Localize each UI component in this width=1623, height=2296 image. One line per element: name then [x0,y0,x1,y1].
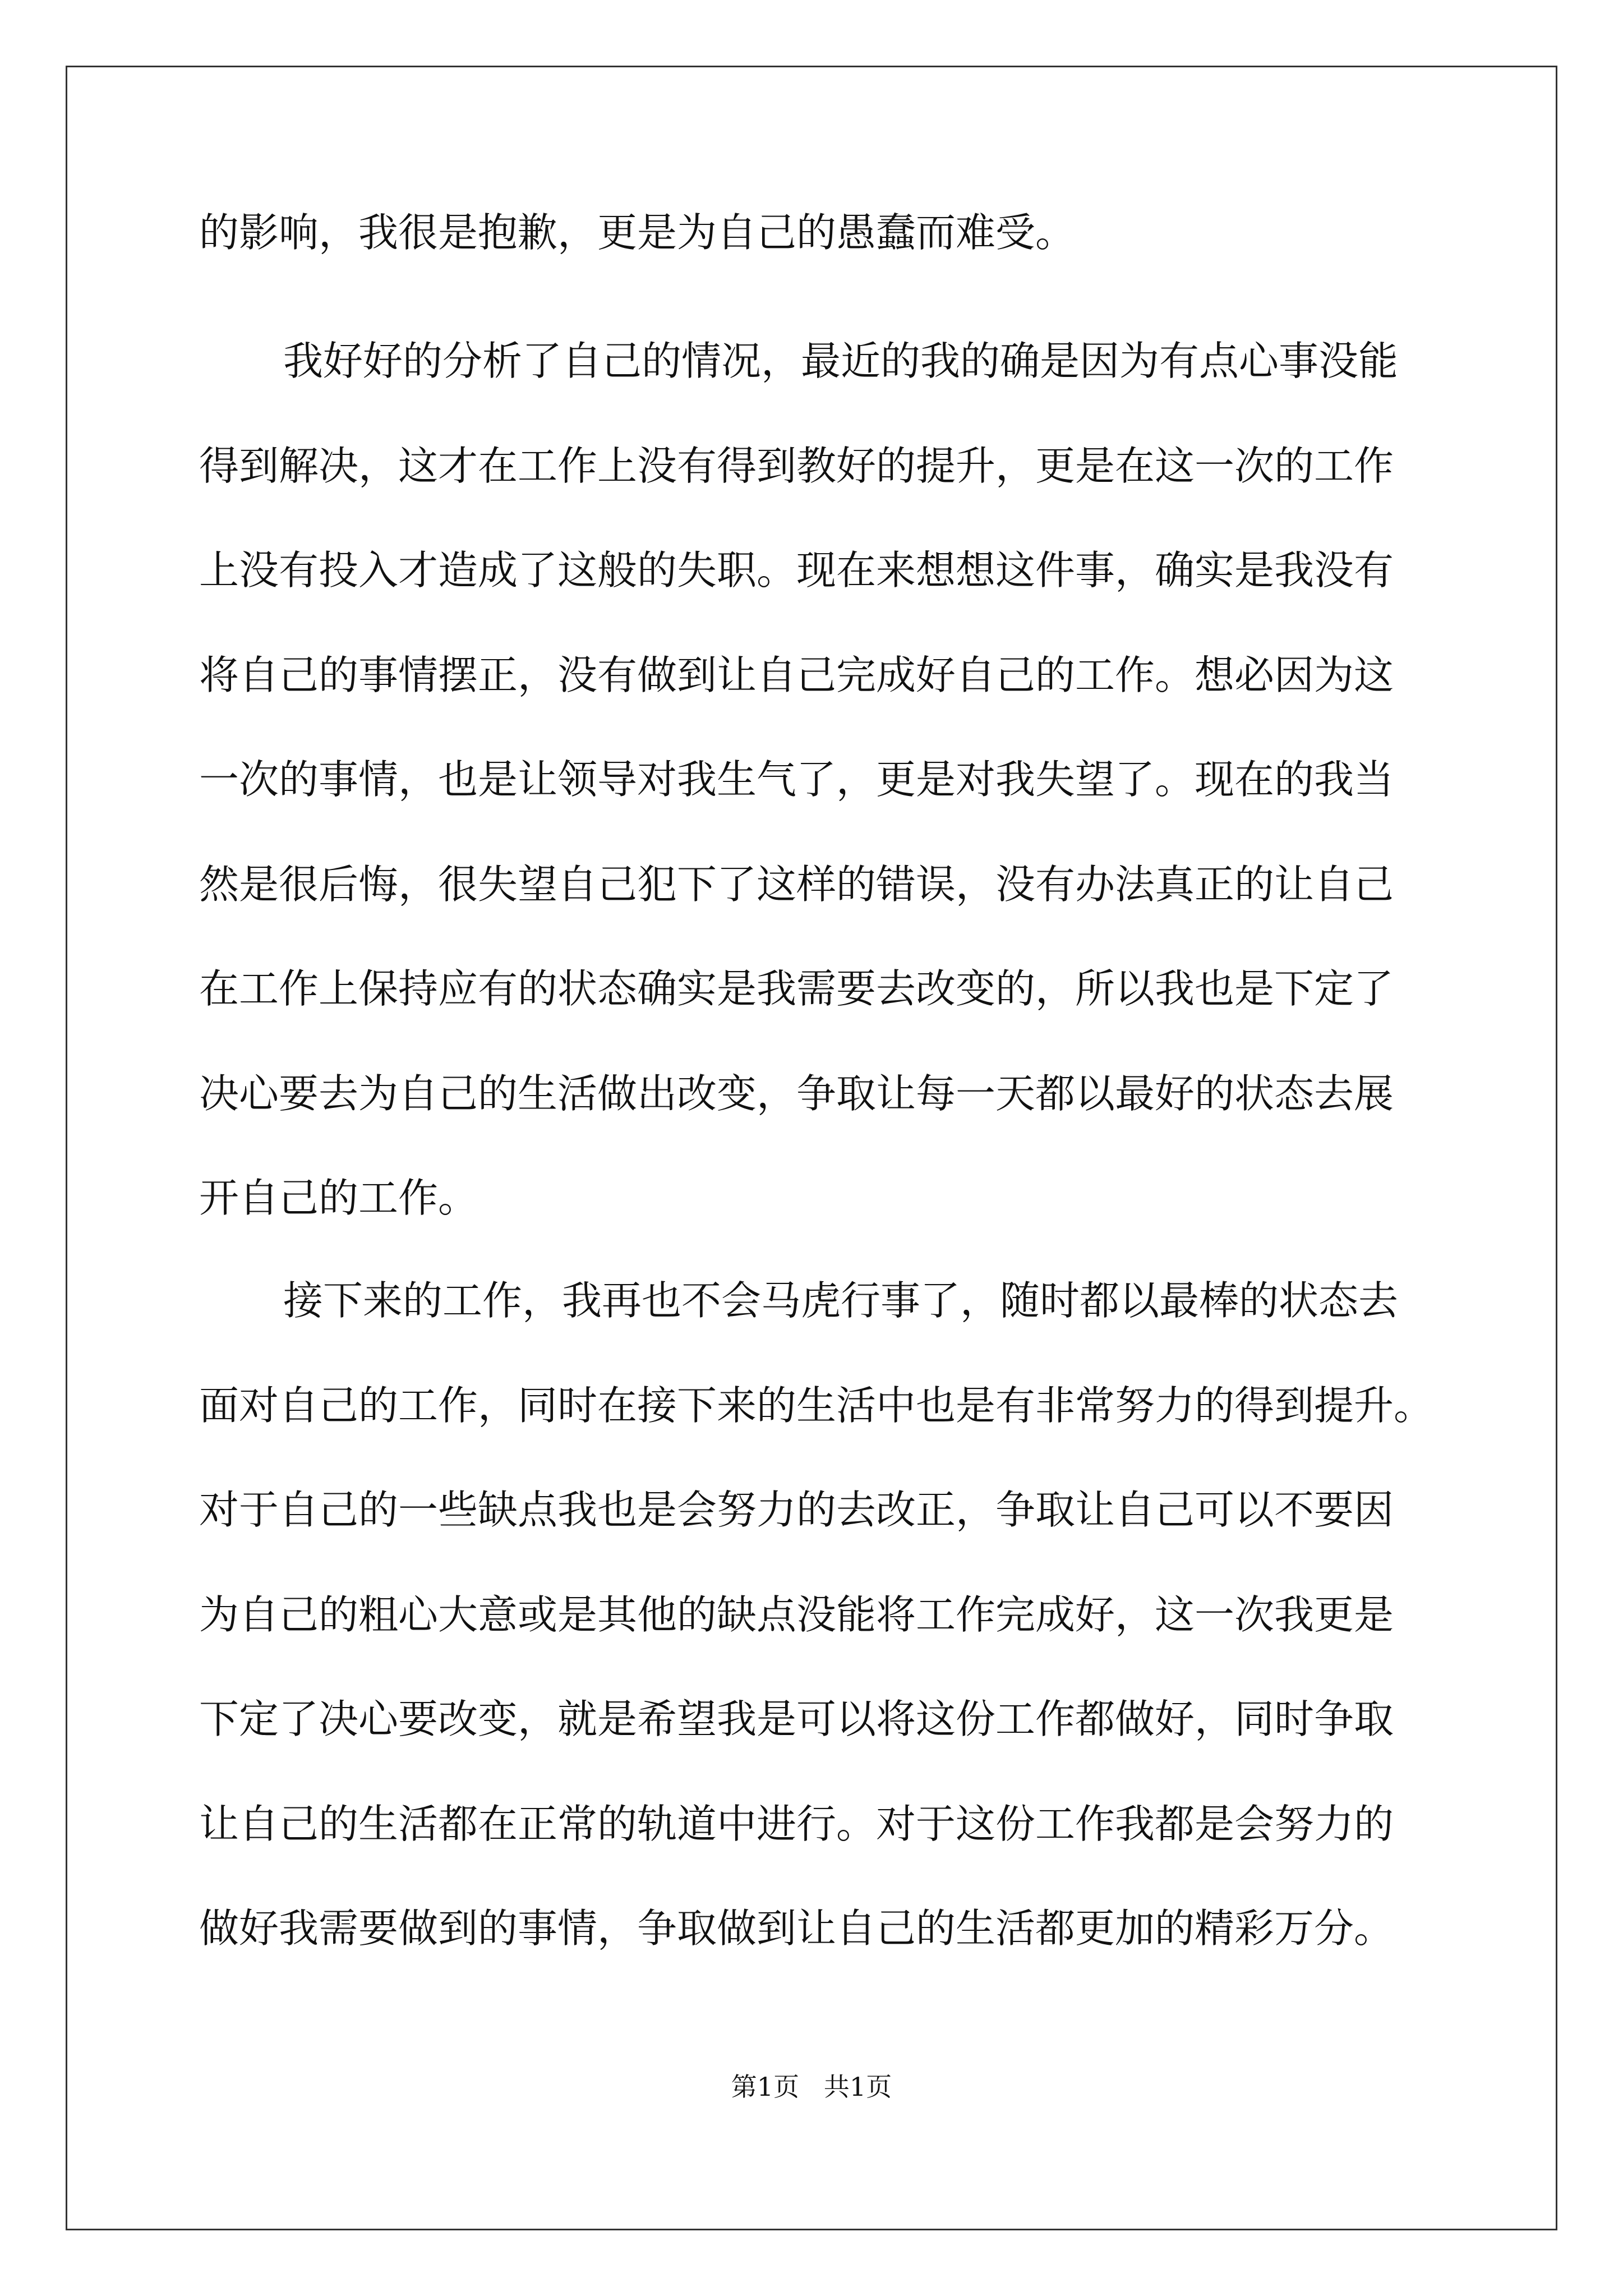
page-number-footer: 第1页 共1页 [731,2072,892,2102]
paragraph-line: 下定了决心要改变，就是希望我是可以将这份工作都做好，同时争取 [199,1696,1394,1742]
paragraph-line: 让自己的生活都在正常的轨道中进行。对于这份工作我都是会努力的 [199,1801,1394,1847]
paragraph-line: 然是很后悔，很失望自己犯下了这样的错误，没有办法真正的让自己 [199,861,1394,908]
paragraph-line: 对于自己的一些缺点我也是会努力的去改正，争取让自己可以不要因 [199,1487,1394,1533]
paragraph-line: 的影响，我很是抱歉，更是为自己的愚蠢而难受。 [199,209,1076,256]
paragraph-line: 决心要去为自己的生活做出改变，争取让每一天都以最好的状态去展 [199,1070,1394,1117]
paragraph-line: 开自己的工作。 [199,1175,478,1221]
paragraph-line: 一次的事情，也是让领导对我生气了，更是对我失望了。现在的我当 [199,756,1394,803]
paragraph-line: 上没有投入才造成了这般的失职。现在来想想这件事，确实是我没有 [199,547,1394,593]
paragraph-line: 我好好的分析了自己的情况，最近的我的确是因为有点心事没能 [283,338,1399,384]
paragraph-line: 在工作上保持应有的状态确实是我需要去改变的，所以我也是下定了 [199,965,1394,1012]
paragraph-line: 为自己的粗心大意或是其他的缺点没能将工作完成好，这一次我更是 [199,1591,1394,1638]
paragraph-line: 做好我需要做到的事情，争取做到让自己的生活都更加的精彩万分。 [199,1905,1394,1952]
paragraph-line: 将自己的事情摆正，没有做到让自己完成好自己的工作。想必因为这 [199,652,1394,698]
paragraph-line: 接下来的工作，我再也不会马虎行事了，随时都以最棒的状态去 [283,1277,1399,1324]
paragraph-line: 得到解决，这才在工作上没有得到教好的提升，更是在这一次的工作 [199,443,1394,489]
paragraph-line: 面对自己的工作，同时在接下来的生活中也是有非常努力的得到提升。 [199,1382,1434,1429]
